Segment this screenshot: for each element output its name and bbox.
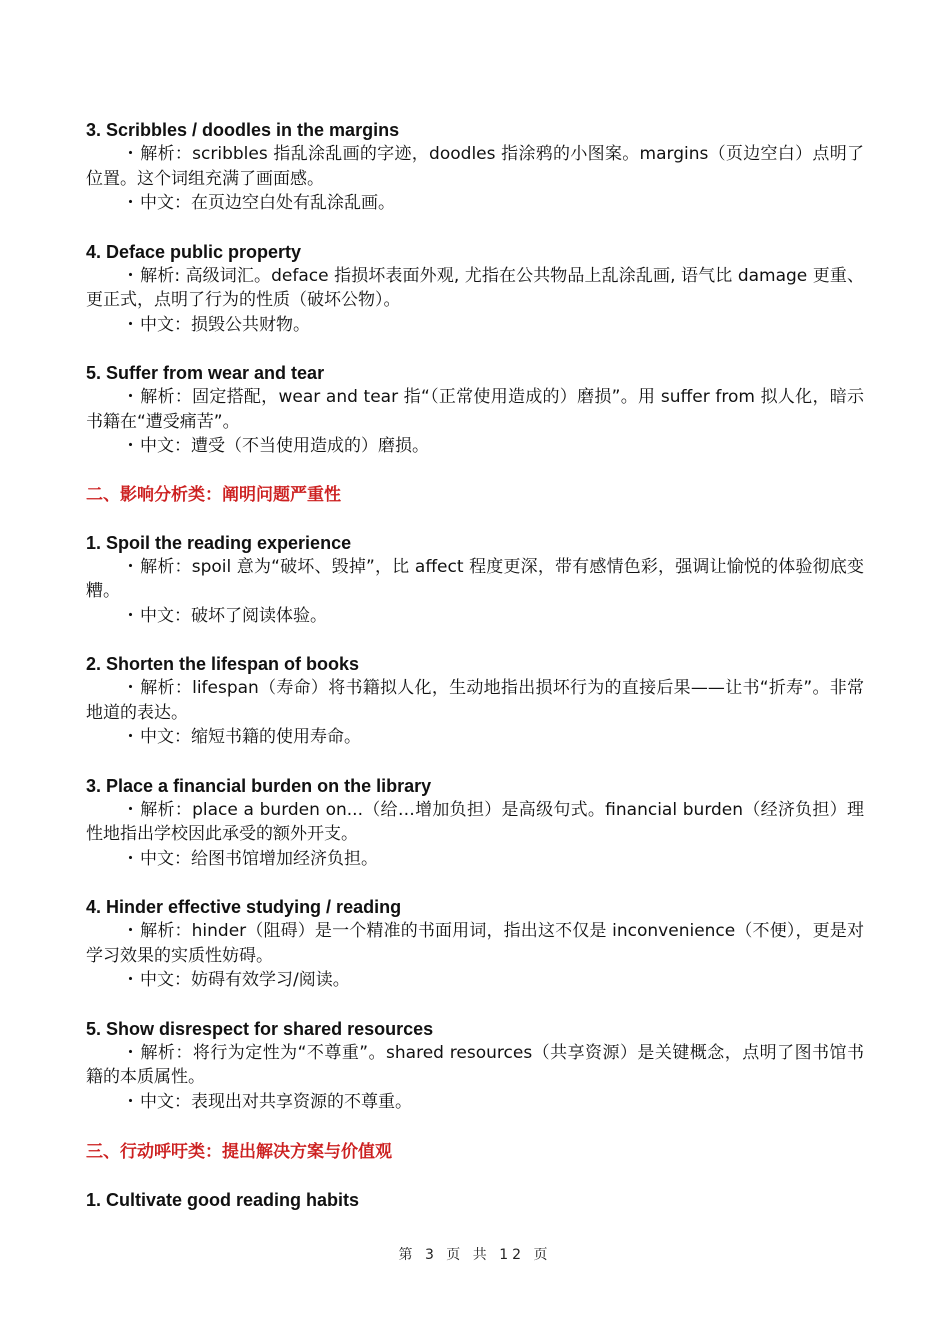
bullet-icon: ・ [122,1042,139,1063]
item-title: 4. Deface public property [86,241,302,262]
vocab-item [86,531,864,629]
bullet-icon: ・ [122,970,139,990]
bullet-icon: ・ [122,387,139,407]
bullet-icon: ・ [122,921,139,941]
item-title: 1. Cultivate good reading habits [86,1190,360,1210]
bullet-icon: ・ [122,144,139,164]
vocab-item [86,361,864,459]
chinese-meaning: ・中文：妨碍有效学习/阅读。 [86,968,864,993]
analysis-text: ・解析：hinder（阻碍）是一个精准的书面用词，指出这不仅是 inconvenience（不便），更是对学习效果的实质性妨碍。 [86,921,864,966]
vocab-item [86,652,864,750]
analysis-text: ・解析：固定搭配，wear and tear 指“（正常使用造成的）磨损”。用 suffer from 拟人化，暗示书籍在“遭受痛苦”。 [86,387,864,432]
item-title: 5. Show disrespect for shared resources [86,1018,434,1039]
item-title: 4. Hinder effective studying / reading [86,897,402,917]
bullet-icon: ・ [122,265,139,286]
chinese-meaning: ・中文：缩短书籍的使用寿命。 [86,725,864,750]
analysis-text: ・解析: 高级词汇。deface 指损坏表面外观, 尤指在公共物品上乱涂乱画, 语气比 damage 更重、更正式，点明了行为的性质（破坏公物）。 [86,265,864,310]
vocab-item [86,895,864,993]
section-continued [86,118,864,459]
vocab-item [86,1188,864,1212]
item-title: 1. Spoil the reading experience [86,532,352,553]
bullet-icon: ・ [122,436,139,456]
page-footer: 第 3 页 共 12 页 [398,1247,552,1263]
vocab-item [86,1017,864,1115]
chinese-meaning: ・中文：在页边空白处有乱涂乱画。 [86,191,864,216]
item-title: 5. Suffer from wear and tear [86,363,325,383]
chinese-meaning: ・中文：给图书馆增加经济负担。 [86,847,864,872]
chinese-meaning: ・中文：遭受（不当使用造成的）磨损。 [86,434,864,459]
analysis-text: ・解析：spoil 意为“破坏、毁掉”，比 affect 程度更深，带有感情色彩，强调让愉悦的体验彻底变糟。 [86,556,864,601]
item-title: 3. Place a financial burden on the library [86,775,432,796]
chinese-meaning: ・中文：损毁公共财物。 [86,313,864,338]
section-heading: 三、行动呼吁类：提出解决方案与价值观 [86,1142,392,1162]
bullet-icon: ・ [122,1091,139,1112]
vocab-item [86,774,864,872]
analysis-text: ・解析：scribbles 指乱涂乱画的字迹，doodles 指涂鸦的小图案。margins（页边空白）点明了位置。这个词组充满了画面感。 [86,144,864,189]
analysis-text: ・解析：将行为定性为“不尊重”。shared resources（共享资源）是关键概念，点明了图书馆书籍的本质属性。 [86,1042,864,1087]
chinese-meaning: ・中文：破坏了阅读体验。 [86,604,864,629]
chinese-meaning: ・中文：表现出对共享资源的不尊重。 [86,1090,864,1115]
vocab-item [86,240,864,338]
bullet-icon: ・ [122,556,139,577]
bullet-icon: ・ [122,193,139,213]
bullet-icon: ・ [122,848,139,869]
bullet-icon: ・ [122,727,139,747]
analysis-text: ・解析：lifespan（寿命）将书籍拟人化，生动地指出损坏行为的直接后果——让书“折寿”。非常地道的表达。 [86,678,864,723]
section-impact-analysis [86,483,864,1115]
bullet-icon: ・ [122,314,139,335]
bullet-icon: ・ [122,678,139,698]
analysis-text: ・解析：place a burden on...（给…增加负担）是高级句式。financial burden（经济负担）理性地指出学校因此承受的额外开支。 [86,799,864,844]
bullet-icon: ・ [122,605,139,626]
bullet-icon: ・ [122,799,139,820]
section-call-to-action [86,1140,864,1212]
item-title: 3. Scribbles / doodles in the margins [86,120,400,140]
section-heading: 二、影响分析类：阐明问题严重性 [86,484,341,505]
vocab-item [86,118,864,216]
document-body [86,118,864,1236]
item-title: 2. Shorten the lifespan of books [86,654,360,674]
